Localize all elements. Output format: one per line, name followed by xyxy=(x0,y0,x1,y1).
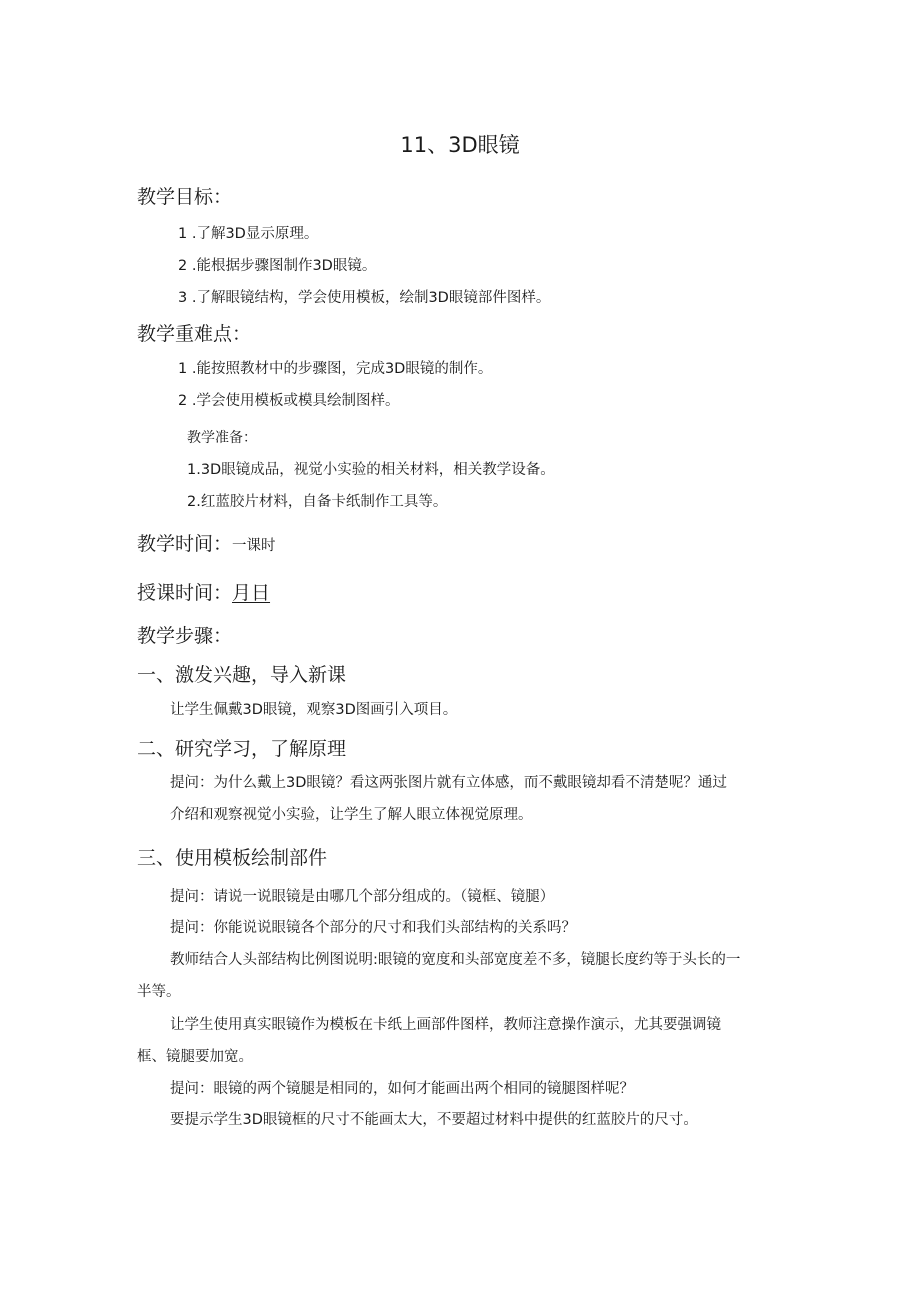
section-heading: 三、使用模板绘制部件 xyxy=(137,847,328,869)
section-heading: 二、研究学习，了解原理 xyxy=(137,738,347,760)
section-line: 让学生使用真实眼镜作为模板在卡纸上画部件图样，教师注意操作演示，尤其要强调镜 xyxy=(170,1017,721,1033)
section-line: 框、镜腿要加宽。 xyxy=(137,1049,253,1065)
keypoint-item: 1 .能按照教材中的步骤图，完成3D眼镜的制作。 xyxy=(178,361,493,377)
goals-heading: 教学目标： xyxy=(137,186,233,208)
prep-item: 2.红蓝胶片材料，自备卡纸制作工具等。 xyxy=(187,494,448,510)
teaching-time-label: 教学时间： xyxy=(137,533,233,555)
steps-heading: 教学步骤： xyxy=(137,625,233,647)
section-line: 提问：眼镜的两个镜腿是相同的，如何才能画出两个相同的镜腿图样呢？ xyxy=(170,1081,634,1097)
class-time xyxy=(137,578,270,605)
class-time-value: 月日 xyxy=(232,582,271,604)
teaching-time-value: 一课时 xyxy=(232,538,276,554)
section-line: 提问：为什么戴上3D眼镜？看这两张图片就有立体感，而不戴眼镜却看不清楚呢？通过 xyxy=(170,775,727,791)
goal-item: 3 .了解眼镜结构，学会使用模板，绘制3D眼镜部件图样。 xyxy=(178,290,551,306)
section-line: 教师结合人头部结构比例图说明:眼镜的宽度和头部宽度差不多，镜腿长度约等于头长的一 xyxy=(170,952,741,968)
goal-item: 1 .了解3D显示原理。 xyxy=(178,226,319,242)
prep-heading: 教学准备： xyxy=(187,430,257,446)
section-line: 介绍和观察视觉小实验，让学生了解人眼立体视觉原理。 xyxy=(170,807,533,823)
section-heading: 一、激发兴趣，导入新课 xyxy=(137,664,347,686)
section-line: 提问：你能说说眼镜各个部分的尺寸和我们头部结构的关系吗？ xyxy=(170,920,576,936)
document-title: 11、3D眼镜 xyxy=(400,133,520,157)
keypoint-item: 2 .学会使用模板或模具绘制图样。 xyxy=(178,393,400,409)
section-line: 半等。 xyxy=(137,984,181,1000)
prep-item: 1.3D眼镜成品，视觉小实验的相关材料，相关教学设备。 xyxy=(187,462,555,478)
section-line: 要提示学生3D眼镜框的尺寸不能画太大，不要超过材料中提供的红蓝胶片的尺寸。 xyxy=(170,1112,698,1128)
section-line: 让学生佩戴3D眼镜，观察3D图画引入项目。 xyxy=(170,702,458,718)
class-time-label: 授课时间： xyxy=(137,582,233,604)
goal-item: 2 .能根据步骤图制作3D眼镜。 xyxy=(178,258,377,274)
section-line: 提问：请说一说眼镜是由哪几个部分组成的。（镜框、镜腿） xyxy=(170,889,555,905)
teaching-time xyxy=(137,529,276,556)
keypoints-heading: 教学重难点： xyxy=(137,323,252,345)
